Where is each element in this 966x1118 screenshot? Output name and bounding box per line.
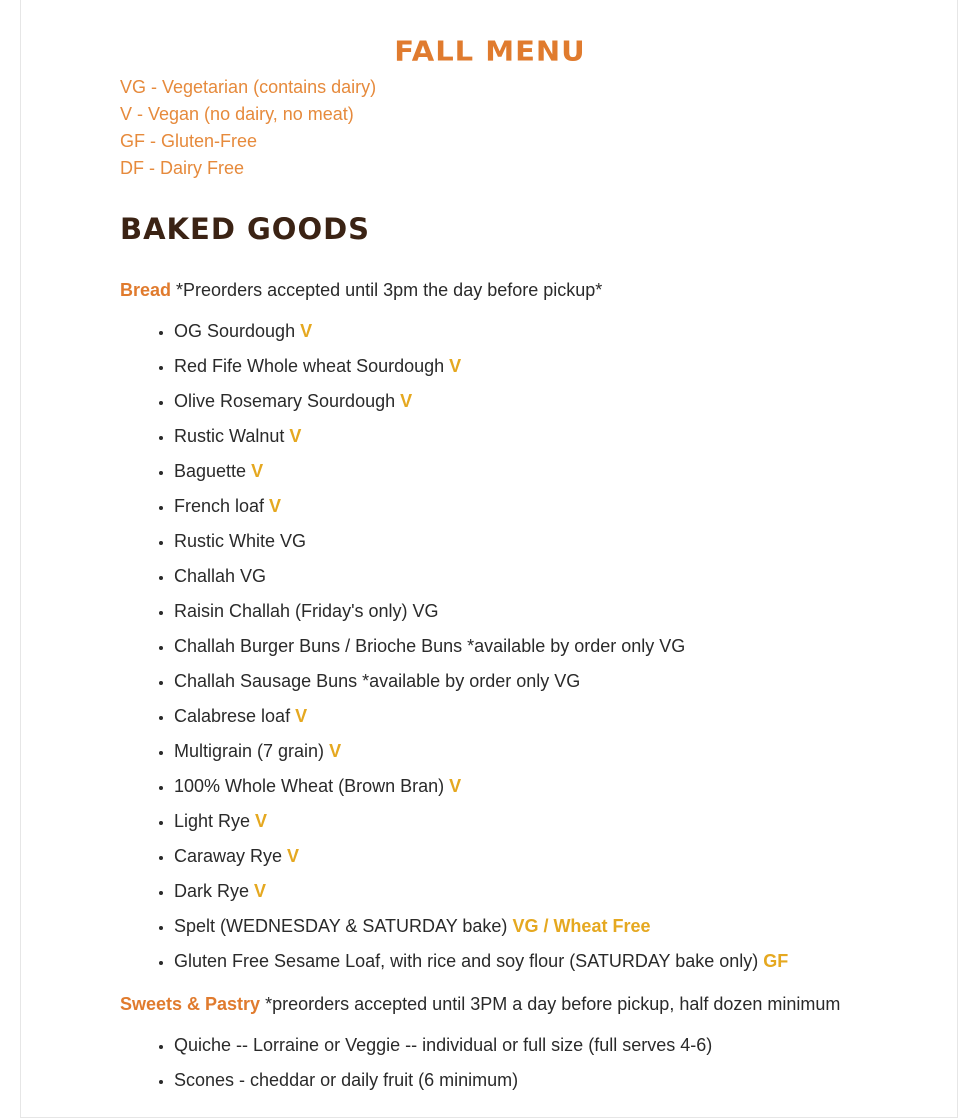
item-name: Red Fife Whole wheat Sourdough xyxy=(174,356,450,376)
list-item xyxy=(174,524,788,559)
diet-tag: V xyxy=(254,881,267,901)
list-item xyxy=(174,1063,712,1098)
legend-item-gluten-free: GF - Gluten-Free xyxy=(120,131,258,151)
item-name: Rustic Walnut xyxy=(174,426,290,446)
list-item xyxy=(174,944,788,979)
item-name: Calabrese loaf xyxy=(174,706,296,726)
list-item xyxy=(174,594,788,629)
diet-tag: V xyxy=(269,496,282,516)
item-name: Raisin Challah (Friday's only) VG xyxy=(174,601,439,621)
diet-tag: V xyxy=(287,846,300,866)
item-name: Scones - cheddar or daily fruit (6 minimum) xyxy=(174,1070,519,1090)
menu-page xyxy=(20,0,958,1118)
legend-item-dairy-free: DF - Dairy Free xyxy=(120,158,245,178)
diet-tag: V xyxy=(329,741,342,761)
list-item xyxy=(174,314,788,349)
item-name: Challah Burger Buns / Brioche Buns *available by order only VG xyxy=(174,636,686,656)
list-item xyxy=(174,664,788,699)
list-item xyxy=(174,804,788,839)
list-item xyxy=(174,454,788,489)
legend-item-vegetarian: VG - Vegetarian (contains dairy) xyxy=(120,77,377,97)
item-name: Baguette xyxy=(174,461,252,481)
legend-item-vegan: V - Vegan (no dairy, no meat) xyxy=(120,104,354,124)
list-item xyxy=(174,384,788,419)
list-item xyxy=(174,1028,712,1063)
item-name: 100% Whole Wheat (Brown Bran) xyxy=(174,776,450,796)
item-name: Spelt (WEDNESDAY & SATURDAY bake) xyxy=(174,916,513,936)
item-name: Rustic White VG xyxy=(174,531,307,551)
bread-note: *Preorders accepted until 3pm the day before pickup* xyxy=(171,280,603,300)
bread-subheading xyxy=(120,278,602,302)
diet-tag: V xyxy=(300,321,313,341)
bread-label: Bread xyxy=(120,280,172,300)
section-heading-baked-goods: BAKED GOODS xyxy=(120,212,371,246)
diet-tag: VG / Wheat Free xyxy=(512,916,651,936)
list-item xyxy=(174,874,788,909)
item-name: Challah VG xyxy=(174,566,267,586)
diet-tag: V xyxy=(289,426,302,446)
diet-tag: V xyxy=(251,461,264,481)
list-item xyxy=(174,839,788,874)
diet-tag: GF xyxy=(763,951,789,971)
sweets-label: Sweets & Pastry xyxy=(120,994,261,1014)
item-name: OG Sourdough xyxy=(174,321,301,341)
list-item xyxy=(174,909,788,944)
list-item xyxy=(174,629,788,664)
bread-list xyxy=(120,314,788,979)
item-name: French loaf xyxy=(174,496,270,516)
diet-tag: V xyxy=(295,706,308,726)
list-item xyxy=(174,489,788,524)
sweets-note: *preorders accepted until 3PM a day before pickup, half dozen minimum xyxy=(260,994,841,1014)
dietary-legend xyxy=(120,74,376,182)
item-name: Dark Rye xyxy=(174,881,255,901)
item-name: Light Rye xyxy=(174,811,256,831)
item-name: Challah Sausage Buns *available by order only VG xyxy=(174,671,581,691)
list-item xyxy=(174,559,788,594)
sweets-list xyxy=(120,1028,712,1098)
item-name: Caraway Rye xyxy=(174,846,288,866)
diet-tag: V xyxy=(449,356,462,376)
list-item xyxy=(174,419,788,454)
sweets-subheading xyxy=(120,992,840,1016)
diet-tag: V xyxy=(449,776,462,796)
list-item xyxy=(174,699,788,734)
item-name: Gluten Free Sesame Loaf, with rice and soy flour (SATURDAY bake only) xyxy=(174,951,764,971)
item-name: Olive Rosemary Sourdough xyxy=(174,391,401,411)
item-name: Multigrain (7 grain) xyxy=(174,741,330,761)
list-item xyxy=(174,349,788,384)
menu-title: FALL MENU xyxy=(394,34,586,68)
list-item xyxy=(174,734,788,769)
diet-tag: V xyxy=(400,391,413,411)
list-item xyxy=(174,769,788,804)
diet-tag: V xyxy=(255,811,268,831)
item-name: Quiche -- Lorraine or Veggie -- individual or full size (full serves 4-6) xyxy=(174,1035,713,1055)
